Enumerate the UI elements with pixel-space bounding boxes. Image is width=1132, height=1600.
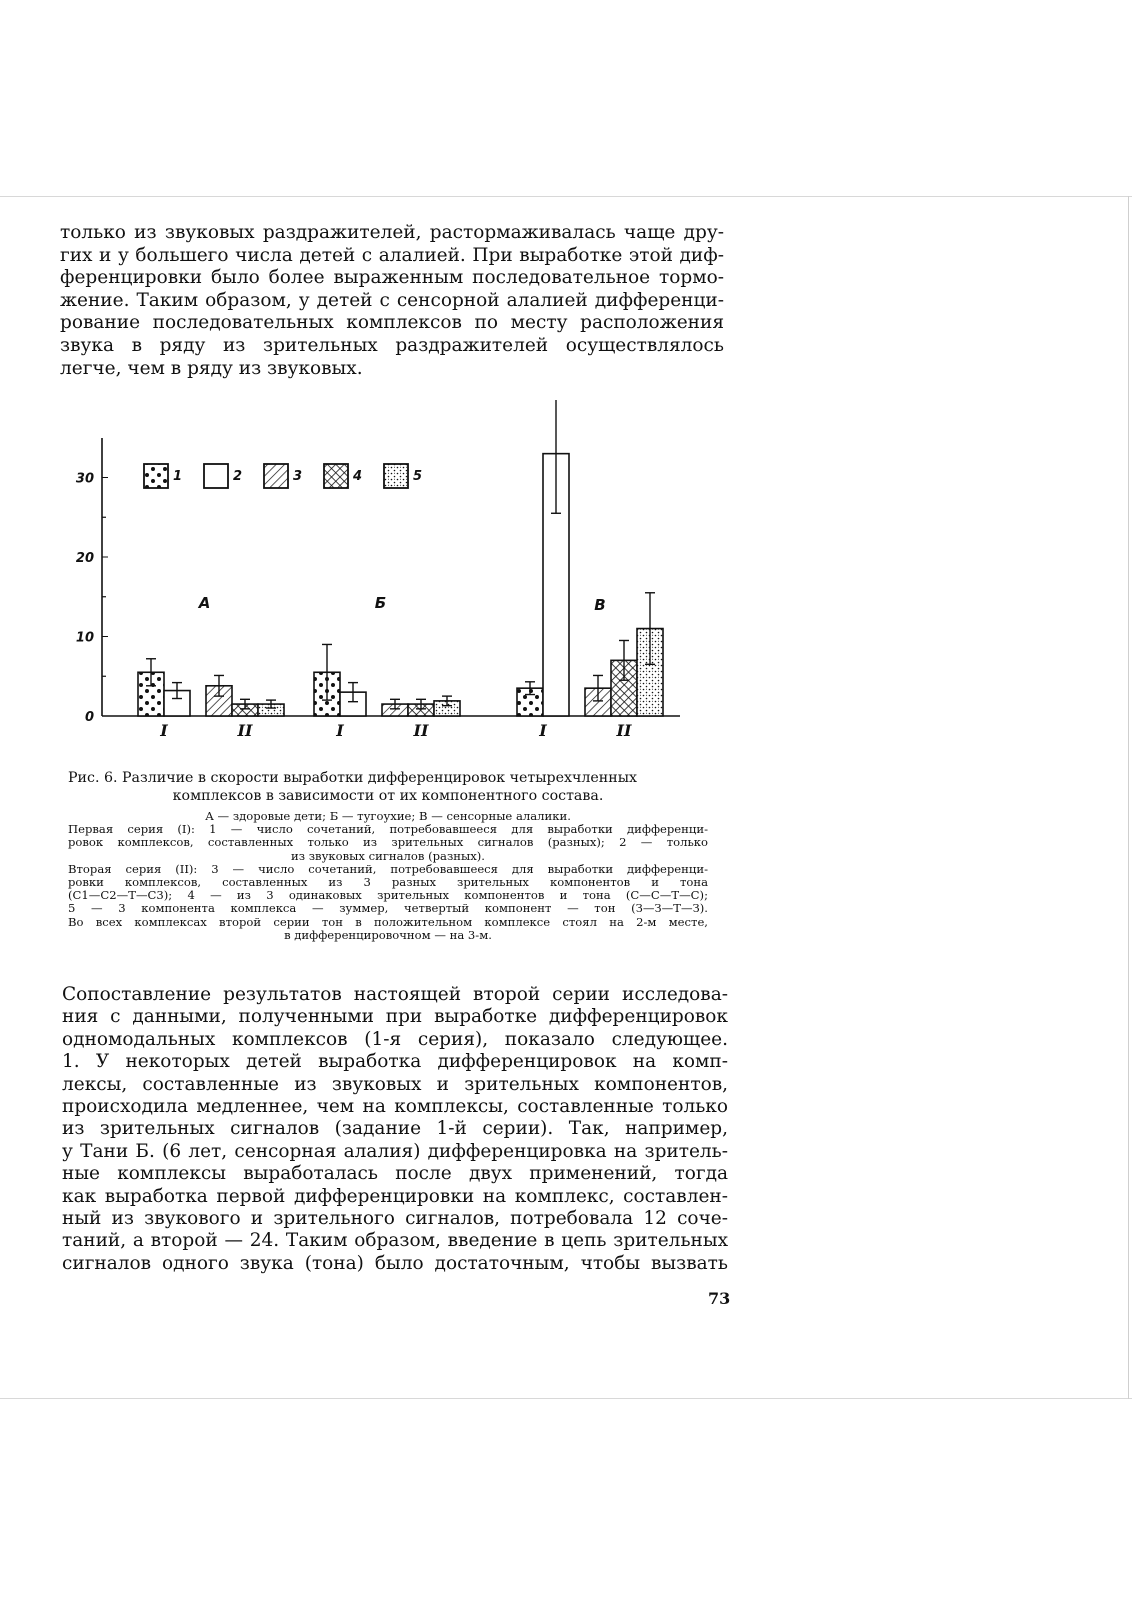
caption-note-line: Во всех комплексах второй серии тон в положительном комплексе стоял на 2-м месте, [68,914,708,929]
text-line: таний, а второй — 24. Таким образом, введение в цепь зрительных [62,1230,728,1252]
legend-swatch-2 [204,464,228,488]
series-label-II: II [616,721,632,740]
text-line: легче, чем в ряду из звуковых. [60,357,363,379]
text-line: ния с данными, полученными при выработке дифференцировок [62,1006,728,1028]
caption-note-line: Вторая серия (II): 3 — число сочетаний, потребовавшееся для выработки дифференци- [68,861,708,876]
scan-edge-top [0,196,1132,197]
legend-swatch-4 [324,464,348,488]
text-line: одномодальных комплексов (1-я серия), показало следующее. [62,1028,728,1050]
caption-note-line: (С1—С2—Т—С3); 4 — из 3 одинаковых зрительных компонентов и тона (С—С—Т—С); [68,888,708,903]
text-line: из зрительных сигналов (задание 1-й серии). Так, например, [62,1118,728,1140]
y-tick-label: 0 [84,710,94,725]
y-tick-label: 30 [75,471,94,487]
series-label-I: I [336,721,344,740]
series-label-I: I [539,721,547,740]
text-line: ный из звукового и зрительного сигналов, потребовала 12 соче- [62,1207,728,1229]
caption-title-line: комплексов в зависимости от их компонентного состава. [172,788,604,804]
y-tick-label: 10 [75,630,94,646]
series-label-II: II [413,721,429,740]
bottom-paragraph [62,984,728,1275]
text-line: звука в ряду из зрительных раздражителей осуществлялось [60,334,724,356]
caption-note-line: ровки комплексов, составленных из 3 разных зрительных компонентов и тона [68,874,708,889]
legend-swatch-3 [264,464,288,488]
scan-edge-bottom [0,1398,1132,1399]
caption-note-line: в дифференцировочном — на 3-м. [284,927,492,942]
y-tick-label: 20 [75,551,94,566]
legend-label-3: 3 [293,469,303,484]
caption-note-line: из звуковых сигналов (разных). [291,848,485,863]
caption-note-line: ровок комплексов, составленных только из зрительных сигналов (разных); 2 — только [68,835,708,850]
page-number: 73 [708,1289,731,1308]
figure-bar-chart [60,400,700,750]
text-line: ные комплексы выработалась после двух применений, тогда [62,1163,728,1185]
top-paragraph [60,222,724,380]
legend-label-5: 5 [413,469,423,484]
text-line: происходила медленнее, чем на комплексы, составленные только [62,1095,728,1117]
caption-note-line: А — здоровые дети; Б — тугоухие; В — сенсорные алалики. [205,809,571,823]
caption-note-line: Первая серия (I): 1 — число сочетаний, потребовавшееся для выработки дифференци- [68,822,708,837]
legend-label-2: 2 [233,469,243,484]
group-label-А: А [198,594,211,612]
text-line: ференцировки было более выраженным последовательное тормо- [60,267,724,289]
legend-label-4: 4 [353,469,363,484]
figure-caption-title [68,769,708,805]
series-label-I: I [160,721,168,740]
text-line: только из звуковых раздражителей, растормаживалась чаще дру- [60,222,724,243]
text-line: лексы, составленные из звуковых и зрительных компонентов, [62,1073,728,1095]
text-line: жение. Таким образом, у детей с сенсорной алалией дифференци- [60,289,724,311]
series-label-II: II [237,721,253,740]
text-line: у Тани Б. (6 лет, сенсорная алалия) дифференцировка на зритель- [62,1140,728,1162]
text-line: Сопоставление результатов настоящей второй серии исследова- [62,984,728,1005]
text-line: рование последовательных комплексов по месту расположения [60,312,724,334]
text-line: гих и у большего числа детей с алалией. При выработке этой диф- [60,244,724,266]
legend-swatch-5 [384,464,408,488]
text-line: 1. У некоторых детей выработка дифференцировок на комп- [62,1051,728,1073]
text-line: как выработка первой дифференцировки на комплекс, составлен- [62,1185,728,1207]
figure-caption-notes [68,810,708,942]
scan-edge-right [1128,196,1129,1399]
group-label-В: В [594,596,606,614]
text-line: сигналов одного звука (тона) было достаточным, чтобы вызвать [62,1252,728,1274]
legend-label-1: 1 [173,469,183,484]
legend-swatch-1 [144,464,168,488]
group-label-Б: Б [374,594,387,612]
caption-title-line: Рис. 6. Различие в скорости выработки дифференцировок четырехчленных [68,770,638,786]
caption-note-line: 5 — 3 компонента комплекса — зуммер, четвертый компонент — тон (З—З—Т—З). [68,901,708,916]
